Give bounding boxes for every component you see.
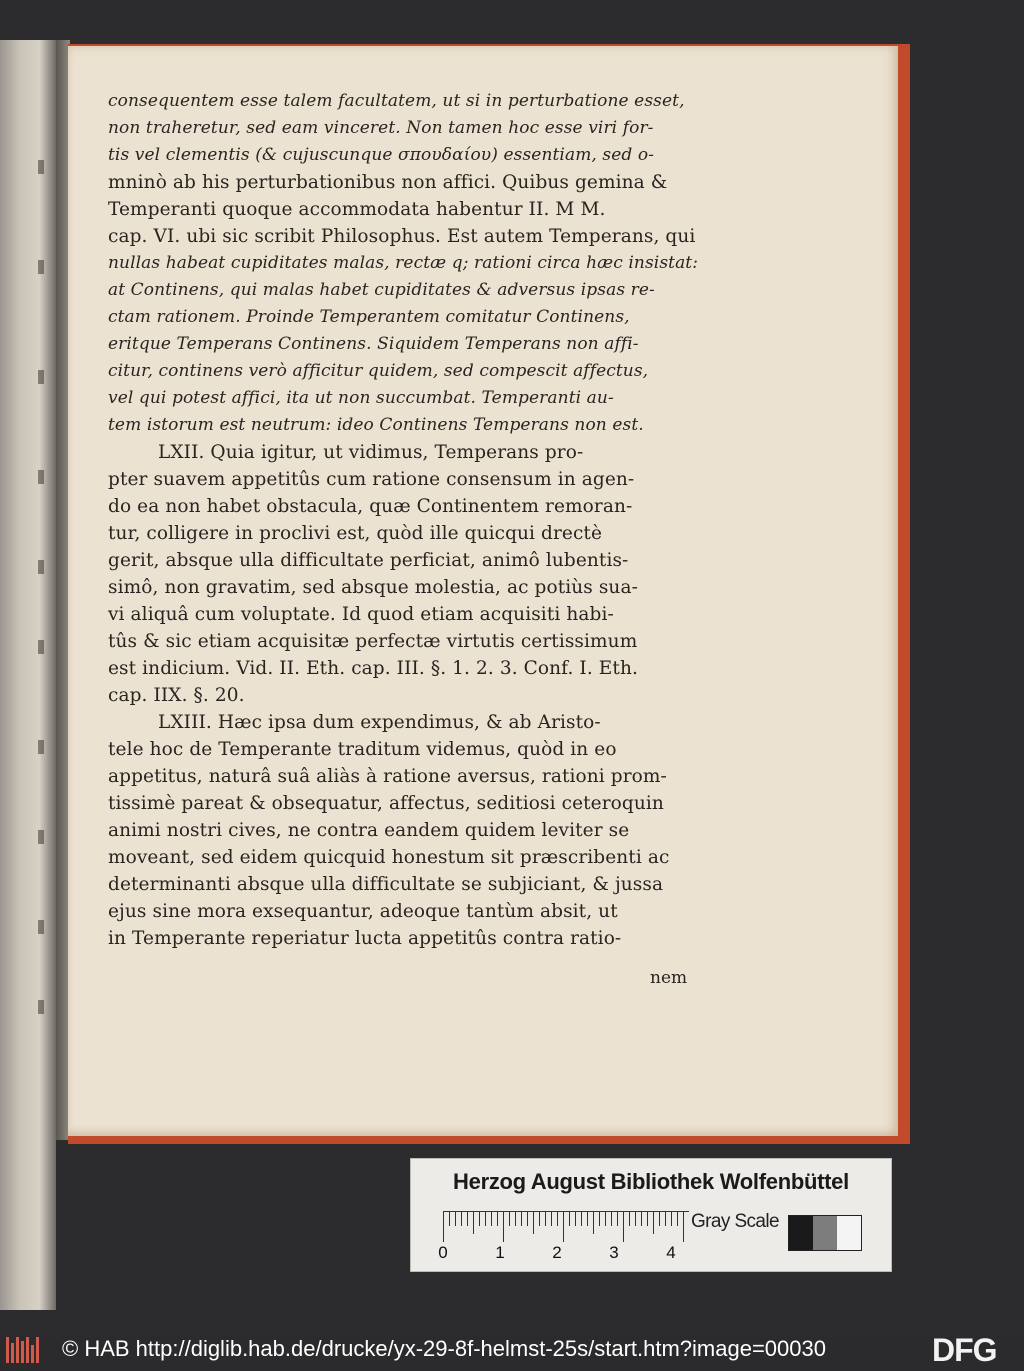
- ruler-tick: [617, 1212, 618, 1226]
- text-line: appetitus, naturâ suâ aliàs à ratione aversus, rationi prom-: [108, 766, 667, 787]
- text-line: gerit, absque ulla difficultate perficiat, animô lubentis-: [108, 550, 629, 571]
- ruler-tick: [443, 1212, 444, 1242]
- ruler-number: 2: [552, 1243, 562, 1262]
- ruler-tick: [593, 1212, 594, 1234]
- gray-scale-swatches: [788, 1215, 862, 1251]
- catchword: nem: [650, 968, 688, 988]
- ruler-tick: [641, 1212, 642, 1226]
- text-line: cap. VI. ubi sic scribit Philosophus. Est autem Temperans, qui: [108, 226, 696, 247]
- measurement-ruler: [443, 1211, 689, 1242]
- footer-credit-link[interactable]: © HAB http://diglib.hab.de/drucke/yx-29-8f-helmst-25s/start.htm?image=00030: [62, 1336, 826, 1361]
- ruler-tick: [491, 1212, 492, 1226]
- ruler-number: 3: [609, 1243, 619, 1262]
- ruler-tick: [683, 1212, 684, 1242]
- text-line: tele hoc de Temperante traditum videmus, quòd in eo: [108, 739, 617, 760]
- footer-bar: [0, 1330, 1024, 1371]
- previous-page-edge: [0, 40, 56, 1310]
- text-line: ejus sine mora exsequantur, adeoque tantùm absit, ut: [108, 901, 618, 922]
- text-line: tem istorum est neutrum: ideo Continens Temperans non est.: [108, 415, 644, 435]
- gray-swatch-mid: [813, 1216, 837, 1250]
- text-line: LXIII. Hæc ipsa dum expendimus, & ab Aristo-: [158, 712, 601, 733]
- gray-swatch-light: [837, 1216, 861, 1250]
- text-line: nullas habeat cupiditates malas, rectæ q; rationi circa hæc insistat:: [108, 253, 699, 273]
- ruler-tick: [563, 1212, 564, 1242]
- text-line: determinanti absque ulla difficultate se subjiciant, & jussa: [108, 874, 664, 895]
- ruler-tick: [497, 1212, 498, 1226]
- hab-barcode-logo-icon: [6, 1337, 46, 1363]
- ruler-tick: [533, 1212, 534, 1234]
- ruler-tick: [605, 1212, 606, 1226]
- text-line: in Temperante reperiatur lucta appetitûs contra ratio-: [108, 928, 622, 949]
- ruler-tick: [509, 1212, 510, 1226]
- text-line: vel qui potest affici, ita ut non succumbat. Temperanti au-: [108, 388, 614, 408]
- ruler-number: 4: [666, 1243, 676, 1262]
- text-line: do ea non habet obstacula, quæ Continentem remoran-: [108, 496, 633, 517]
- text-line: ctam rationem. Proinde Temperantem comitatur Continens,: [108, 307, 630, 327]
- ruler-tick: [623, 1212, 624, 1242]
- text-line: tur, colligere in proclivi est, quòd ille quicqui drectè: [108, 523, 603, 544]
- gray-scale-label: Gray Scale: [691, 1211, 779, 1232]
- ruler-tick: [629, 1212, 630, 1226]
- library-label-card: [410, 1158, 892, 1272]
- text-line: est indicium. Vid. II. Eth. cap. III. §. 1. 2. 3. Conf. I. Eth.: [108, 658, 638, 679]
- ruler-tick: [635, 1212, 636, 1226]
- ruler-tick: [461, 1212, 462, 1226]
- text-line: citur, continens verò afficitur quidem, sed compescit affectus,: [108, 361, 649, 381]
- text-line: simô, non gravatim, sed absque molestia, ac potiùs sua-: [108, 577, 638, 598]
- ruler-tick: [653, 1212, 654, 1234]
- page-text-block: [108, 88, 708, 952]
- text-line: mninò ab his perturbationibus non affici. Quibus gemina &: [108, 172, 668, 193]
- ruler-tick: [659, 1212, 660, 1226]
- ruler-number: 1: [495, 1243, 505, 1262]
- text-line: tûs & sic etiam acquisitæ perfectæ virtutis certissimum: [108, 631, 638, 652]
- dfg-logo: DFG: [932, 1332, 997, 1368]
- ruler-tick: [569, 1212, 570, 1226]
- text-line: tissimè pareat & obsequatur, affectus, seditiosi ceteroquin: [108, 793, 664, 814]
- ruler-tick: [473, 1212, 474, 1234]
- ruler-tick: [599, 1212, 600, 1226]
- ruler-tick: [671, 1212, 672, 1226]
- text-line: pter suavem appetitûs cum ratione consensum in agen-: [108, 469, 635, 490]
- ruler-tick: [515, 1212, 516, 1226]
- text-line: Temperanti quoque accommodata habentur II. M M.: [108, 199, 606, 220]
- ruler-tick: [665, 1212, 666, 1226]
- ruler-tick: [545, 1212, 546, 1226]
- ruler-number: 0: [438, 1243, 448, 1262]
- ruler-tick: [557, 1212, 558, 1226]
- ruler-tick: [677, 1212, 678, 1226]
- book-page: [68, 46, 898, 1136]
- ruler-tick: [503, 1212, 504, 1242]
- ruler-tick: [575, 1212, 576, 1226]
- text-line: eritque Temperans Continens. Siquidem Temperans non affi-: [108, 334, 639, 354]
- ruler-tick: [647, 1212, 648, 1226]
- text-line: moveant, sed eidem quicquid honestum sit præscribenti ac: [108, 847, 670, 868]
- ruler-tick: [587, 1212, 588, 1226]
- ruler-tick: [581, 1212, 582, 1226]
- ruler-tick: [521, 1212, 522, 1226]
- text-line: consequentem esse talem facultatem, ut si in perturbatione esset,: [108, 91, 685, 111]
- ruler-tick: [527, 1212, 528, 1226]
- text-line: tis vel clementis (& cujuscunque σπουδαίου) essentiam, sed o-: [108, 145, 655, 165]
- text-line: LXII. Quia igitur, ut vidimus, Temperans pro-: [158, 442, 584, 463]
- ruler-tick: [467, 1212, 468, 1226]
- ruler-tick: [479, 1212, 480, 1226]
- ruler-tick: [485, 1212, 486, 1226]
- text-line: at Continens, qui malas habet cupiditates & adversus ipsas re-: [108, 280, 655, 300]
- text-line: cap. IIX. §. 20.: [108, 685, 245, 706]
- text-line: animi nostri cives, ne contra eandem quidem leviter se: [108, 820, 630, 841]
- ruler-tick: [611, 1212, 612, 1226]
- gray-swatch-dark: [789, 1216, 813, 1250]
- ruler-tick: [455, 1212, 456, 1226]
- ruler-tick: [449, 1212, 450, 1226]
- text-line: non traheretur, sed eam vinceret. Non tamen hoc esse viri for-: [108, 118, 654, 138]
- text-line: vi aliquâ cum voluptate. Id quod etiam acquisiti habi-: [108, 604, 614, 625]
- ruler-tick: [539, 1212, 540, 1226]
- library-title: Herzog August Bibliothek Wolfenbüttel: [453, 1169, 849, 1194]
- ruler-numbers: [433, 1243, 703, 1265]
- ruler-tick: [551, 1212, 552, 1226]
